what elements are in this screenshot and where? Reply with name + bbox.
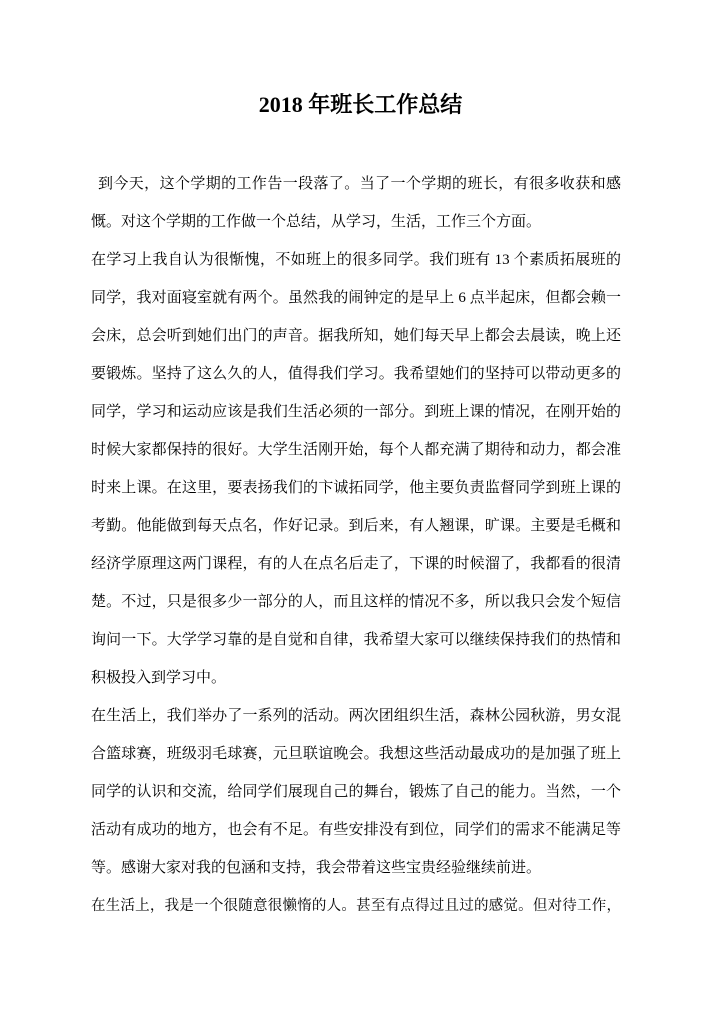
text-line: 在学习上我自认为很惭愧，不如班上的很多同学。我们班有 13 个素质拓展班的 (91, 252, 621, 268)
text-line: 要锻炼。坚持了这么久的人，值得我们学习。我希望她们的坚持可以带动更多的 (91, 366, 621, 382)
paragraph-intro (91, 165, 621, 241)
text-line: 慨。对这个学期的工作做一个总结，从学习，生活，工作三个方面。 (91, 214, 542, 230)
text-line: 到今天，这个学期的工作告一段落了。当了一个学期的班长，有很多收获和感 (98, 176, 621, 192)
paragraph-life (91, 887, 621, 925)
text-line: 积极投入到学习中。 (91, 670, 227, 686)
document-body (91, 165, 621, 925)
text-line: 在生活上，我是一个很随意很懒惰的人。甚至有点得过且过的感觉。但对待工作， (91, 898, 621, 914)
document-title: 2018 年班长工作总结 (258, 92, 463, 117)
text-line: 会床，总会听到她们出门的声音。据我所知，她们每天早上都会去晨读，晚上还 (91, 328, 621, 344)
text-line: 考勤。他能做到每天点名，作好记录。到后来，有人翘课，旷课。主要是毛概和 (91, 518, 621, 534)
text-line: 同学的认识和交流，给同学们展现自己的舞台，锻炼了自己的能力。当然，一个 (91, 784, 621, 800)
text-line: 同学，学习和运动应该是我们生活必须的一部分。到班上课的情况，在刚开始的 (91, 404, 621, 420)
text-line: 同学，我对面寝室就有两个。虽然我的闹钟定的是早上 6 点半起床，但都会赖一 (91, 290, 621, 306)
text-line: 经济学原理这两门课程，有的人在点名后走了，下课的时候溜了，我都看的很清 (91, 556, 621, 572)
text-line: 时候大家都保持的很好。大学生活刚开始，每个人都充满了期待和动力，都会准 (91, 442, 621, 458)
text-line: 在生活上，我们举办了一系列的活动。两次团组织生活，森林公园秋游，男女混 (91, 708, 621, 724)
paragraph-study (91, 241, 621, 697)
text-line: 询问一下。大学学习靠的是自觉和自律，我希望大家可以继续保持我们的热情和 (91, 632, 621, 648)
text-line: 活动有成功的地方，也会有不足。有些安排没有到位，同学们的需求不能满足等 (91, 822, 621, 838)
text-line: 楚。不过，只是很多少一部分的人，而且这样的情况不多，所以我只会发个短信 (91, 594, 621, 610)
text-line: 时来上课。在这里，要表扬我们的卞诚拓同学，他主要负责监督同学到班上课的 (91, 480, 621, 496)
text-line: 等。感谢大家对我的包涵和支持，我会带着这些宝贵经验继续前进。 (91, 860, 542, 876)
text-line: 合篮球赛，班级羽毛球赛，元旦联谊晚会。我想这些活动最成功的是加强了班上 (91, 746, 621, 762)
paragraph-activities (91, 697, 621, 887)
